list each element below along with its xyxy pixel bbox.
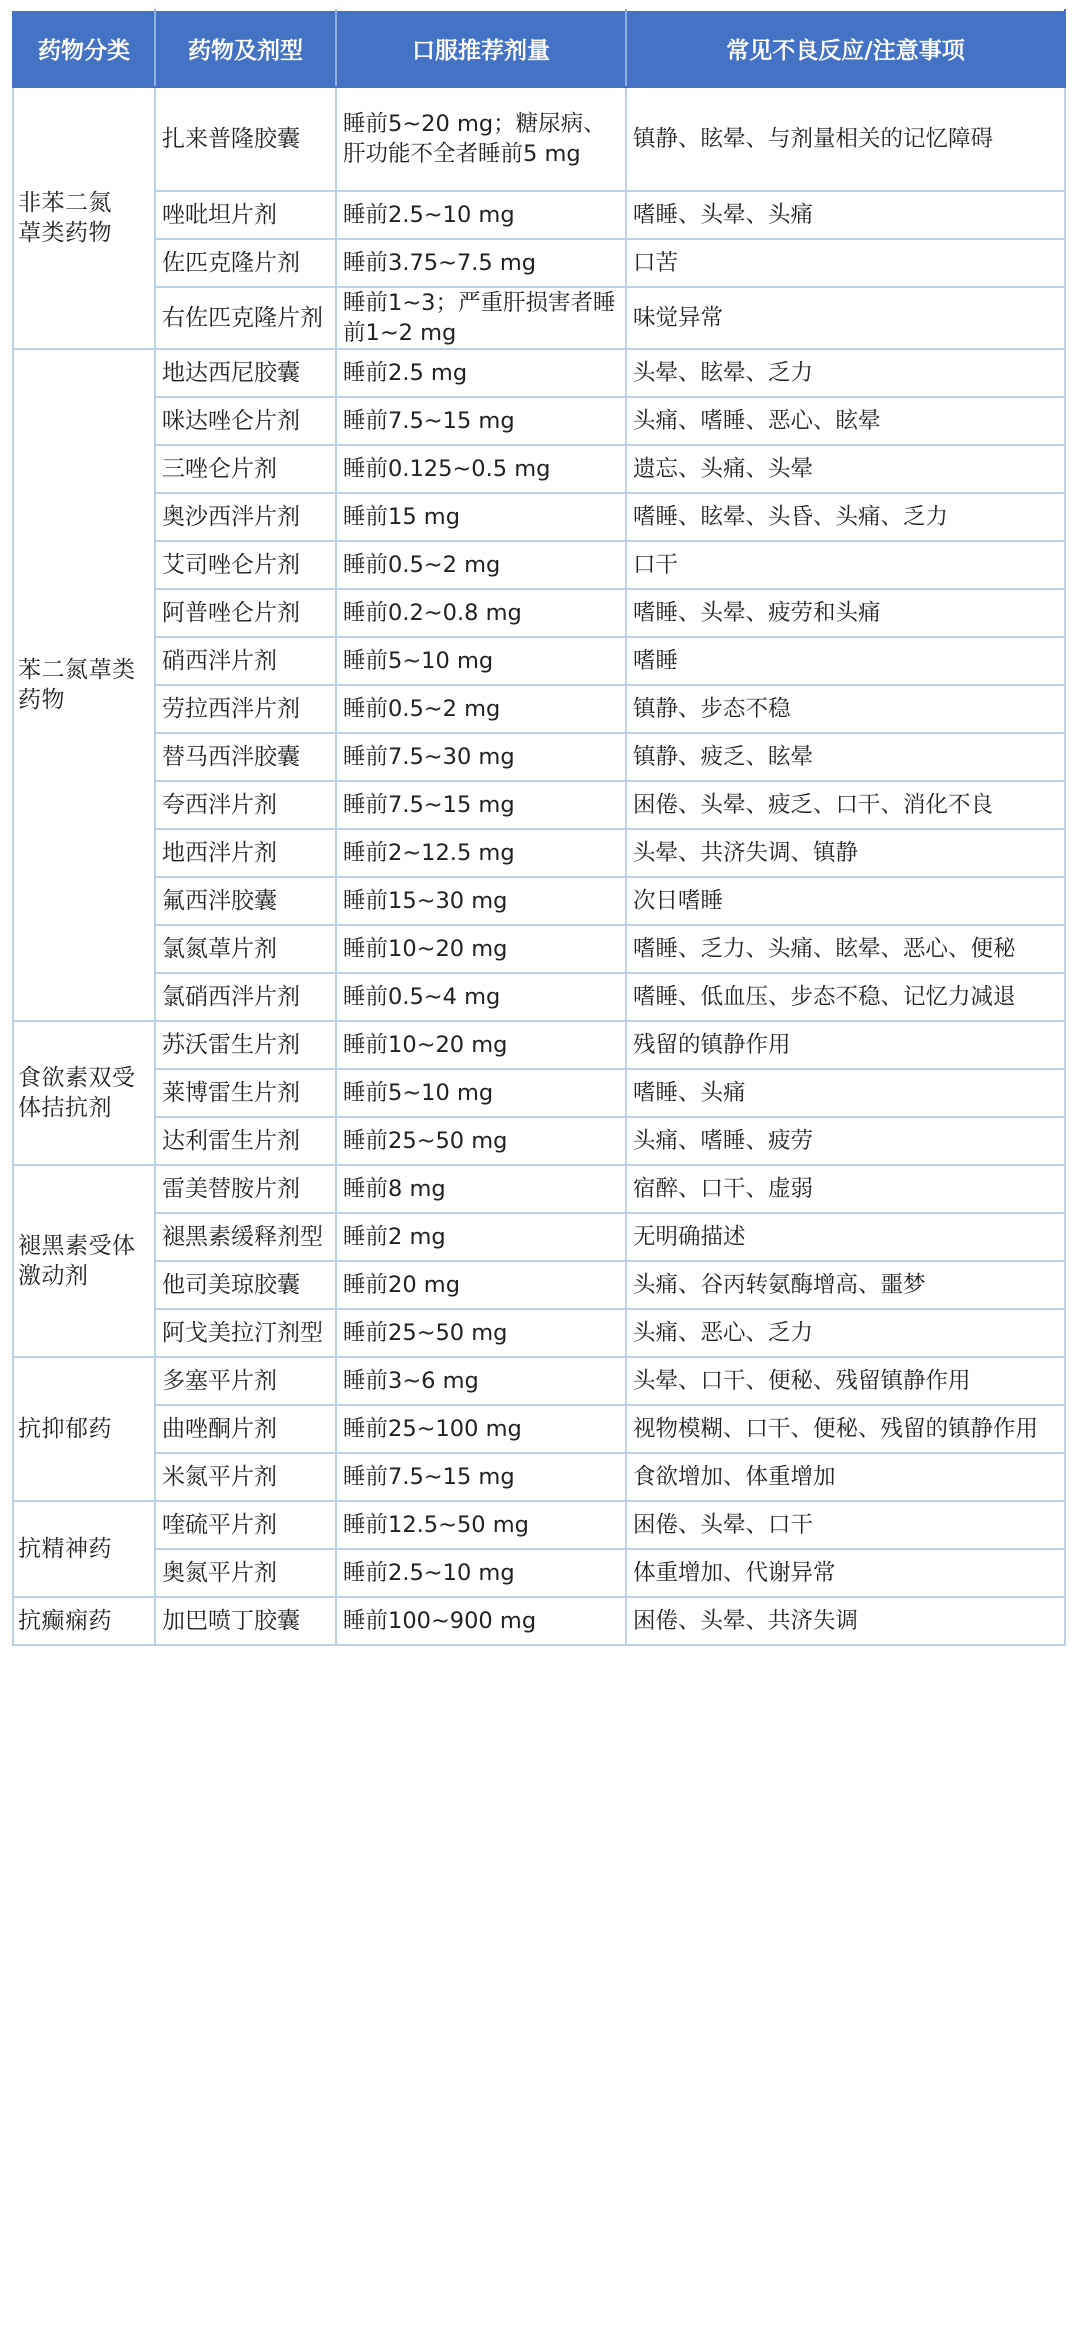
effects-cell: 头晕、口干、便秘、残留镇静作用	[626, 1357, 1065, 1405]
drug-cell: 三唑仑片剂	[155, 445, 336, 493]
table-row	[13, 829, 1065, 877]
effects-cell: 体重增加、代谢异常	[626, 1549, 1065, 1597]
header-dose: 口服推荐剂量	[336, 10, 626, 87]
table-row	[13, 239, 1065, 287]
header-drug: 药物及剂型	[155, 10, 336, 87]
table-row	[13, 1213, 1065, 1261]
effects-cell: 镇静、疲乏、眩晕	[626, 733, 1065, 781]
drug-cell: 加巴喷丁胶囊	[155, 1597, 336, 1645]
drug-cell: 奥沙西泮片剂	[155, 493, 336, 541]
table-row	[13, 589, 1065, 637]
drug-cell: 雷美替胺片剂	[155, 1165, 336, 1213]
dose-cell: 睡前7.5~15 mg	[336, 397, 626, 445]
dose-cell: 睡前1~3；严重肝损害者睡前1~2 mg	[336, 287, 626, 349]
dose-cell: 睡前7.5~30 mg	[336, 733, 626, 781]
drug-cell: 阿戈美拉汀剂型	[155, 1309, 336, 1357]
dose-cell: 睡前10~20 mg	[336, 925, 626, 973]
effects-cell: 头痛、嗜睡、恶心、眩晕	[626, 397, 1065, 445]
dose-cell: 睡前5~10 mg	[336, 637, 626, 685]
effects-cell: 嗜睡、头痛	[626, 1069, 1065, 1117]
drug-cell: 多塞平片剂	[155, 1357, 336, 1405]
dose-cell: 睡前2.5~10 mg	[336, 1549, 626, 1597]
drug-cell: 艾司唑仑片剂	[155, 541, 336, 589]
effects-cell: 头痛、嗜睡、疲劳	[626, 1117, 1065, 1165]
table-body	[13, 87, 1065, 1645]
table-row	[13, 349, 1065, 397]
drug-cell: 唑吡坦片剂	[155, 191, 336, 239]
table-row	[13, 397, 1065, 445]
header-row	[13, 10, 1065, 87]
drug-cell: 硝西泮片剂	[155, 637, 336, 685]
effects-cell: 口干	[626, 541, 1065, 589]
table-row	[13, 541, 1065, 589]
category-cell: 抗抑郁药	[13, 1357, 155, 1501]
table-row	[13, 781, 1065, 829]
dose-cell: 睡前7.5~15 mg	[336, 781, 626, 829]
dose-cell: 睡前3.75~7.5 mg	[336, 239, 626, 287]
category-cell: 食欲素双受 体拮抗剂	[13, 1021, 155, 1165]
dose-cell: 睡前8 mg	[336, 1165, 626, 1213]
table-row	[13, 1405, 1065, 1453]
dose-cell: 睡前2.5 mg	[336, 349, 626, 397]
effects-cell: 镇静、眩晕、与剂量相关的记忆障碍	[626, 87, 1065, 191]
table-row	[13, 1261, 1065, 1309]
effects-cell: 镇静、步态不稳	[626, 685, 1065, 733]
table-row	[13, 925, 1065, 973]
dose-cell: 睡前100~900 mg	[336, 1597, 626, 1645]
table-row	[13, 1165, 1065, 1213]
effects-cell: 宿醉、口干、虚弱	[626, 1165, 1065, 1213]
effects-cell: 困倦、头晕、疲乏、口干、消化不良	[626, 781, 1065, 829]
dose-cell: 睡前0.5~4 mg	[336, 973, 626, 1021]
dose-cell: 睡前0.2~0.8 mg	[336, 589, 626, 637]
dose-cell: 睡前2 mg	[336, 1213, 626, 1261]
category-cell: 抗癫痫药	[13, 1597, 155, 1645]
effects-cell: 头晕、共济失调、镇静	[626, 829, 1065, 877]
dose-cell: 睡前5~20 mg；糖尿病、肝功能不全者睡前5 mg	[336, 87, 626, 191]
table-row	[13, 191, 1065, 239]
table-row	[13, 1549, 1065, 1597]
header-category: 药物分类	[13, 10, 155, 87]
dose-cell: 睡前2.5~10 mg	[336, 191, 626, 239]
table-row	[13, 87, 1065, 191]
dose-cell: 睡前20 mg	[336, 1261, 626, 1309]
drug-cell: 氯硝西泮片剂	[155, 973, 336, 1021]
table-row	[13, 1309, 1065, 1357]
effects-cell: 嗜睡、头晕、头痛	[626, 191, 1065, 239]
table-row	[13, 1357, 1065, 1405]
effects-cell: 食欲增加、体重增加	[626, 1453, 1065, 1501]
dose-cell: 睡前15 mg	[336, 493, 626, 541]
table-row	[13, 445, 1065, 493]
table-row	[13, 287, 1065, 349]
drug-cell: 达利雷生片剂	[155, 1117, 336, 1165]
effects-cell: 嗜睡	[626, 637, 1065, 685]
table-row	[13, 877, 1065, 925]
drug-cell: 地达西尼胶囊	[155, 349, 336, 397]
category-cell: 非苯二氮 䓬类药物	[13, 87, 155, 349]
dose-cell: 睡前25~50 mg	[336, 1309, 626, 1357]
drug-cell: 地西泮片剂	[155, 829, 336, 877]
drug-cell: 奥氮平片剂	[155, 1549, 336, 1597]
drug-cell: 佐匹克隆片剂	[155, 239, 336, 287]
drug-cell: 米氮平片剂	[155, 1453, 336, 1501]
effects-cell: 困倦、头晕、共济失调	[626, 1597, 1065, 1645]
table-row	[13, 1597, 1065, 1645]
dose-cell: 睡前25~50 mg	[336, 1117, 626, 1165]
dose-cell: 睡前2~12.5 mg	[336, 829, 626, 877]
drug-cell: 阿普唑仑片剂	[155, 589, 336, 637]
dose-cell: 睡前10~20 mg	[336, 1021, 626, 1069]
table-row	[13, 1069, 1065, 1117]
drug-cell: 褪黑素缓释剂型	[155, 1213, 336, 1261]
drug-cell: 喹硫平片剂	[155, 1501, 336, 1549]
effects-cell: 残留的镇静作用	[626, 1021, 1065, 1069]
header-effects: 常见不良反应/注意事项	[626, 10, 1065, 87]
drug-cell: 咪达唑仑片剂	[155, 397, 336, 445]
drug-cell: 氯氮䓬片剂	[155, 925, 336, 973]
drug-cell: 莱博雷生片剂	[155, 1069, 336, 1117]
drug-cell: 氟西泮胶囊	[155, 877, 336, 925]
effects-cell: 嗜睡、低血压、步态不稳、记忆力减退	[626, 973, 1065, 1021]
drug-cell: 劳拉西泮片剂	[155, 685, 336, 733]
effects-cell: 味觉异常	[626, 287, 1065, 349]
drug-cell: 右佐匹克隆片剂	[155, 287, 336, 349]
effects-cell: 口苦	[626, 239, 1065, 287]
dose-cell: 睡前0.5~2 mg	[336, 685, 626, 733]
category-cell: 抗精神药	[13, 1501, 155, 1597]
table-row	[13, 1021, 1065, 1069]
category-cell: 苯二氮䓬类 药物	[13, 349, 155, 1021]
table-row	[13, 973, 1065, 1021]
dose-cell: 睡前7.5~15 mg	[336, 1453, 626, 1501]
dose-cell: 睡前0.125~0.5 mg	[336, 445, 626, 493]
drug-cell: 曲唑酮片剂	[155, 1405, 336, 1453]
effects-cell: 头痛、恶心、乏力	[626, 1309, 1065, 1357]
dose-cell: 睡前12.5~50 mg	[336, 1501, 626, 1549]
dose-cell: 睡前25~100 mg	[336, 1405, 626, 1453]
drug-cell: 扎来普隆胶囊	[155, 87, 336, 191]
table-row	[13, 1117, 1065, 1165]
drug-cell: 他司美琼胶囊	[155, 1261, 336, 1309]
effects-cell: 困倦、头晕、口干	[626, 1501, 1065, 1549]
effects-cell: 嗜睡、乏力、头痛、眩晕、恶心、便秘	[626, 925, 1065, 973]
drug-cell: 夸西泮片剂	[155, 781, 336, 829]
dose-cell: 睡前3~6 mg	[336, 1357, 626, 1405]
dose-cell: 睡前5~10 mg	[336, 1069, 626, 1117]
effects-cell: 无明确描述	[626, 1213, 1065, 1261]
drug-cell: 苏沃雷生片剂	[155, 1021, 336, 1069]
table-row	[13, 1453, 1065, 1501]
effects-cell: 嗜睡、头晕、疲劳和头痛	[626, 589, 1065, 637]
effects-cell: 次日嗜睡	[626, 877, 1065, 925]
table-row	[13, 493, 1065, 541]
effects-cell: 嗜睡、眩晕、头昏、头痛、乏力	[626, 493, 1065, 541]
effects-cell: 遗忘、头痛、头晕	[626, 445, 1065, 493]
effects-cell: 头痛、谷丙转氨酶增高、噩梦	[626, 1261, 1065, 1309]
dose-cell: 睡前0.5~2 mg	[336, 541, 626, 589]
table-row	[13, 637, 1065, 685]
dose-cell: 睡前15~30 mg	[336, 877, 626, 925]
effects-cell: 头晕、眩晕、乏力	[626, 349, 1065, 397]
table-row	[13, 1501, 1065, 1549]
drug-cell: 替马西泮胶囊	[155, 733, 336, 781]
drug-table	[12, 9, 1066, 1646]
effects-cell: 视物模糊、口干、便秘、残留的镇静作用	[626, 1405, 1065, 1453]
category-cell: 褪黑素受体 激动剂	[13, 1165, 155, 1357]
table-row	[13, 685, 1065, 733]
table-row	[13, 733, 1065, 781]
